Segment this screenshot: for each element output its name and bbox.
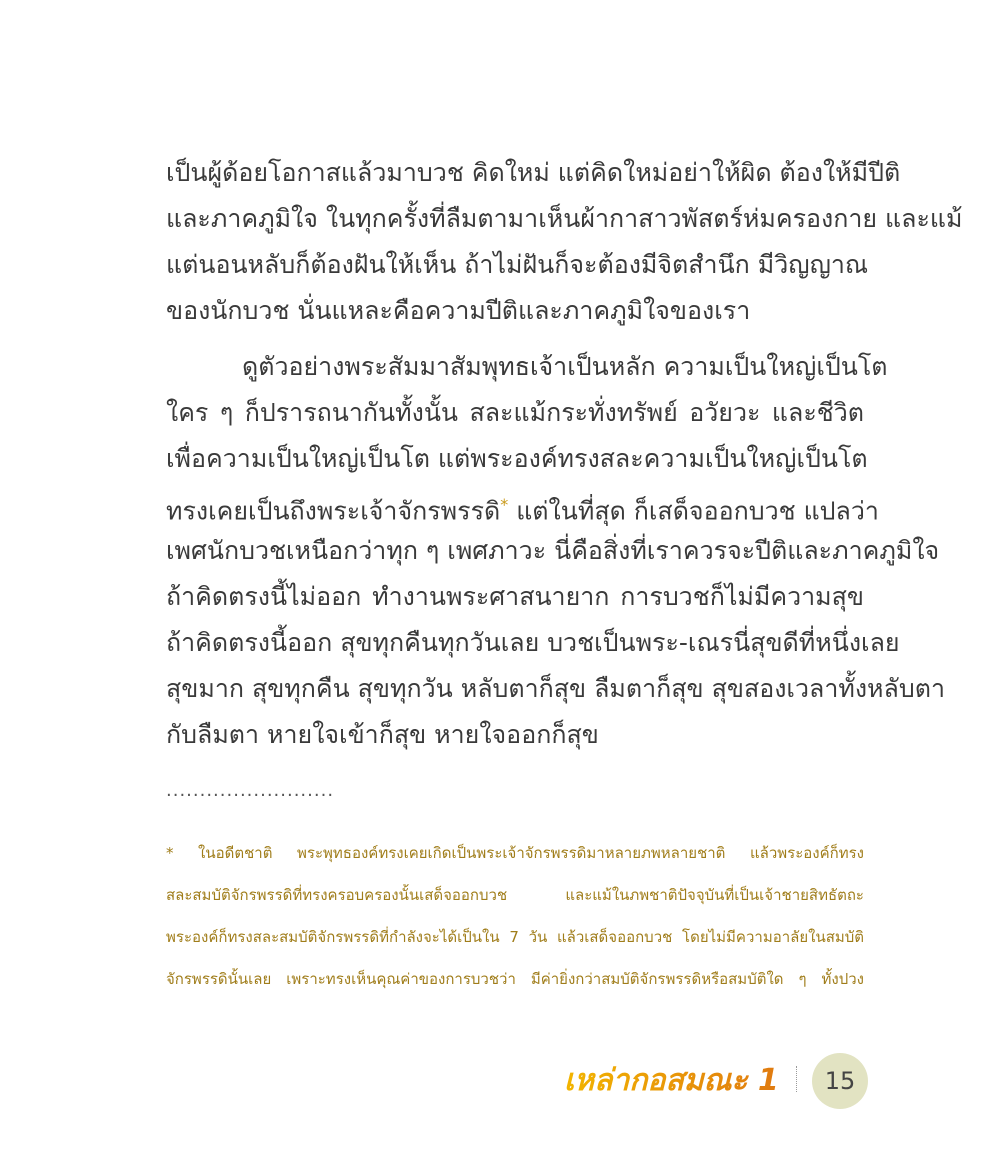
text-line: ดูตัวอย่างพระสัมมาสัมพุทธเจ้าเป็นหลัก ความเป็นใหญ่เป็นโต <box>242 352 888 381</box>
footnote-line: สละสมบัติจักรพรรดิที่ทรงครอบครองนั้นเสด็จออกบวช และแม้ในภพชาติปัจจุบันที่เป็นเจ้าชายสิทธัตถะ <box>166 886 864 904</box>
footnote-line: * ในอดีตชาติ พระพุทธองค์ทรงเคยเกิดเป็นพระเจ้าจักรพรรดิมาหลายภพหลายชาติ แล้วพระองค์ก็ทรง <box>166 844 864 862</box>
brand-text: เหล่ากอสมณะ 1 <box>564 1063 779 1098</box>
text-line: ของนักบวช นั่นแหละคือความปีติและภาคภูมิใจของเรา <box>166 296 751 325</box>
footnote-line: จักรพรรดินั้นเลย เพราะทรงเห็นคุณค่าของการบวชว่า มีค่ายิ่งกว่าสมบัติจักรพรรดิหรือสมบัติใด ๆ ทั้งปวง <box>166 970 864 988</box>
text-line: ถ้าคิดตรงนี้ออก สุขทุกคืนทุกวันเลย บวชเป็นพระ-เณรนี่สุขดีที่หนึ่งเลย <box>166 628 900 657</box>
text-line: กับลืมตา หายใจเข้าก็สุข หายใจออกก็สุข <box>166 720 599 749</box>
footnote-marker[interactable]: * <box>500 495 509 514</box>
page-number-badge <box>812 1053 868 1109</box>
text-line: เพื่อความเป็นใหญ่เป็นโต แต่พระองค์ทรงสละความเป็นใหญ่เป็นโต <box>166 444 868 473</box>
text-line <box>166 482 879 528</box>
text-line: สุขมาก สุขทุกคืน สุขทุกวัน หลับตาก็สุข ลืมตาก็สุข สุขสองเวลาทั้งหลับตา <box>166 674 945 703</box>
text-line: และภาคภูมิใจ ในทุกครั้งที่ลืมตามาเห็นผ้ากาสาวพัสตร์ห่มครองกาย และแม้ <box>166 204 963 233</box>
brand-logo <box>560 1056 786 1102</box>
page-number: 15 <box>824 1067 856 1095</box>
body-text <box>166 150 963 758</box>
footnote-separator: ......................... <box>166 780 335 801</box>
text-line: เป็นผู้ด้อยโอกาสแล้วมาบวช คิดใหม่ แต่คิดใหม่อย่าให้ผิด ต้องให้มีปีติ <box>166 158 901 187</box>
text-segment: แต่ในที่สุด ก็เสด็จออกบวช แปลว่า <box>516 496 879 526</box>
footer-divider <box>796 1066 798 1092</box>
footnote <box>166 832 864 1000</box>
text-line: ใคร ๆ ก็ปรารถนากันทั้งนั้น สละแม้กระทั่งทรัพย์ อวัยวะ และชีวิต <box>166 398 864 427</box>
text-line: ถ้าคิดตรงนี้ไม่ออก ทำงานพระศาสนายาก การบวชก็ไม่มีความสุข <box>166 582 864 611</box>
paragraph-2 <box>166 344 945 758</box>
text-segment: ทรงเคยเป็นถึงพระเจ้าจักรพรรดิ <box>166 496 501 526</box>
text-line: เพศนักบวชเหนือกว่าทุก ๆ เพศภาวะ นี่คือสิ่งที่เราควรจะปีติและภาคภูมิใจ <box>166 536 940 565</box>
text-line: แต่นอนหลับก็ต้องฝันให้เห็น ถ้าไม่ฝันก็จะต้องมีจิตสำนึก มีวิญญาณ <box>166 250 869 279</box>
footnote-line: พระองค์ก็ทรงสละสมบัติจักรพรรดิที่กำลังจะได้เป็นใน 7 วัน แล้วเสด็จออกบวช โดยไม่มีความอาลัยในสมบัติ <box>166 928 864 946</box>
